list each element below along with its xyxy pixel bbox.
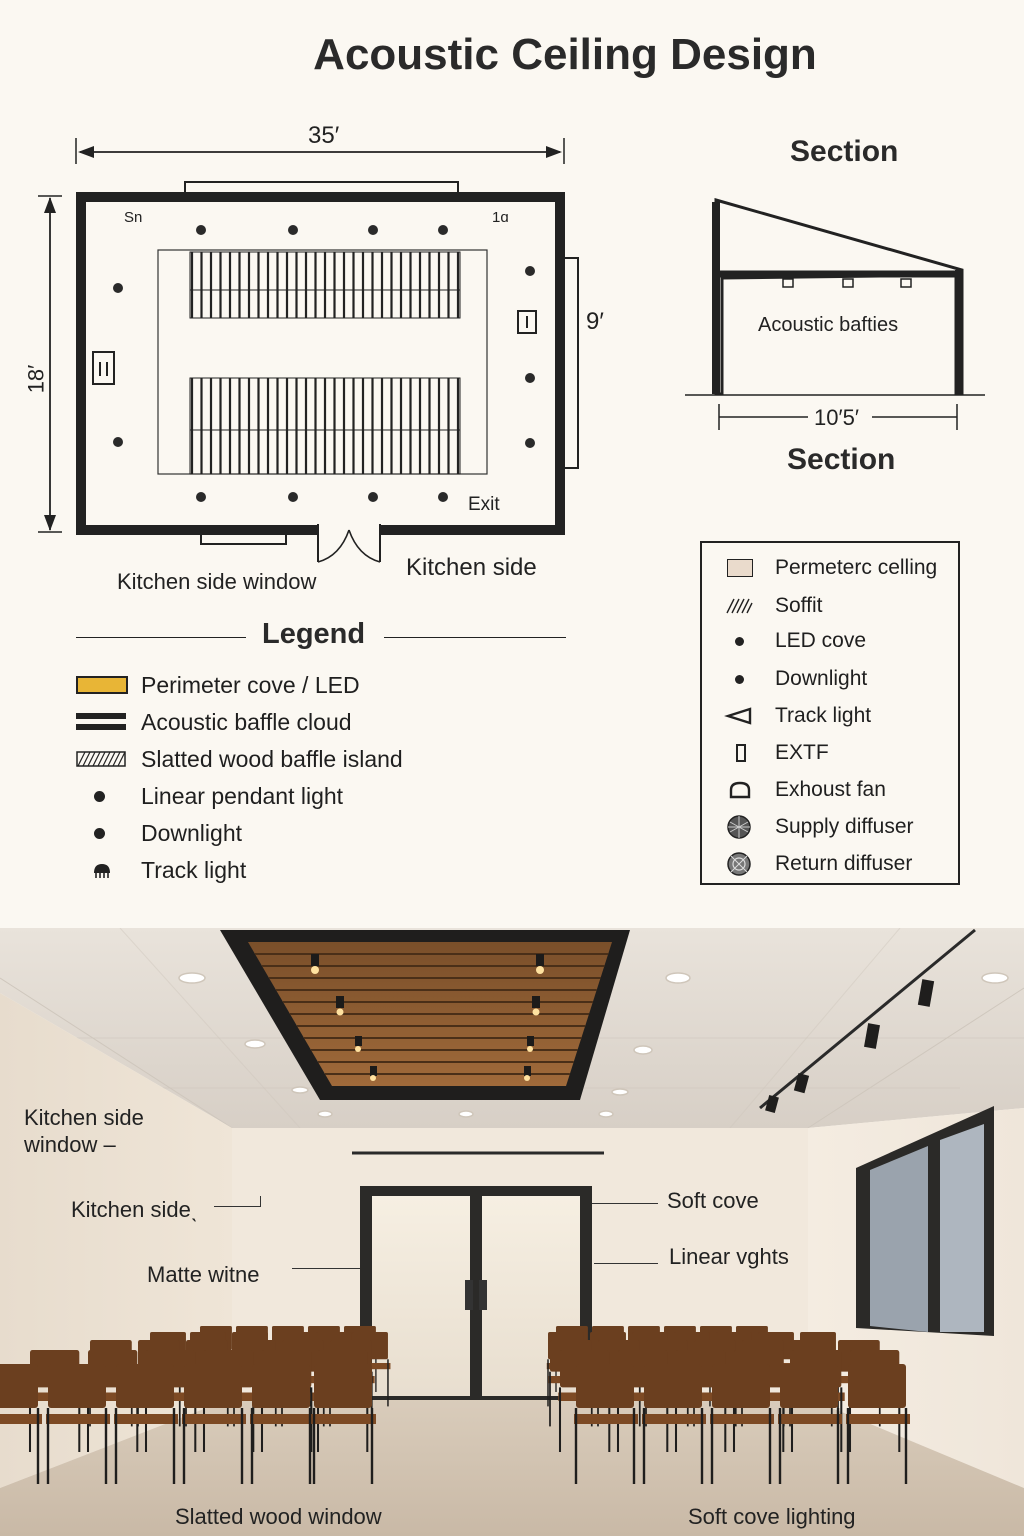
legend-item-label: Track light [141, 856, 247, 883]
beige-swatch-icon [727, 559, 753, 577]
legend-item-label: Acoustic baffle cloud [141, 708, 352, 735]
kitchen-side-label: Kitchen side [406, 554, 537, 581]
legend-box-item-label: Soffit [775, 594, 823, 617]
chair-back [184, 1364, 242, 1408]
legend-item-label: Slatted wood baffle island [141, 745, 403, 772]
chair-seat [182, 1414, 246, 1424]
section-title-bottom: Section [787, 443, 896, 476]
plan-corner-label-right: 1ɑ [492, 209, 509, 226]
chair-back [0, 1364, 38, 1408]
photo-label-slatted-wood-window: Slatted wood window [175, 1504, 382, 1529]
floor-plan [0, 0, 700, 610]
chair-back [116, 1364, 174, 1408]
chair-seat [642, 1414, 706, 1424]
legend-box-item [722, 591, 823, 621]
legend-box-item-label: LED cove [775, 629, 867, 652]
leader-line [214, 1206, 260, 1207]
plan-side-dimension: 9′ [586, 308, 604, 335]
plan-width-dimension: 35′ [308, 122, 340, 149]
legend-item-label: Downlight [141, 819, 242, 846]
legend-box-item-label: Exhoust fan [775, 778, 886, 801]
section-dimension: 10′5′ [814, 405, 859, 430]
photo-label-kitchen-side: Kitchen sideˎ [71, 1197, 199, 1222]
track-light-icon [722, 707, 758, 725]
legend-item [76, 781, 344, 811]
legend-box-item [722, 626, 867, 656]
legend-box-item [722, 775, 886, 805]
dot-icon [735, 675, 744, 684]
legend-box-item-label: EXTF [775, 741, 829, 764]
supply-diffuser-icon [722, 814, 758, 840]
legend-box-item-label: Supply diffuser [775, 815, 914, 838]
chair-seat [778, 1414, 842, 1424]
chair-back [48, 1364, 106, 1408]
legend-item [76, 707, 352, 737]
section-baffles-label: Acoustic bafties [758, 314, 899, 336]
legend-box-item [722, 849, 913, 879]
legend-rule-left [76, 637, 246, 638]
legend-box-item-label: Permeterc celling [775, 556, 938, 579]
legend-box-item-label: Return diffuser [775, 852, 913, 875]
legend-box-item [722, 738, 829, 768]
dot-icon [735, 637, 744, 646]
legend-box-item [722, 553, 938, 583]
chair-seat [846, 1414, 910, 1424]
chair-seat [250, 1414, 314, 1424]
dot-icon [94, 828, 105, 839]
chair-back [780, 1364, 838, 1408]
legend-box-item [722, 664, 868, 694]
track-light-icon [76, 861, 126, 879]
legend-rule-right [384, 637, 566, 638]
chair-back [576, 1364, 634, 1408]
photo-label-matte-witne: Matte witne [147, 1262, 260, 1287]
interior-render [0, 928, 1024, 1536]
chair-seat [114, 1414, 178, 1424]
return-diffuser-icon [722, 851, 758, 877]
photo-label-soft-cove-lighting: Soft cove lighting [688, 1504, 856, 1529]
chair-back [644, 1364, 702, 1408]
photo-label-soft-cove: Soft cove [667, 1188, 759, 1213]
chair-back [712, 1364, 770, 1408]
soffit-hatch-icon [722, 598, 758, 614]
kitchen-side-window-label: Kitchen side window [117, 569, 317, 594]
exit-label: Exit [468, 494, 500, 515]
cove-swatch-icon [76, 676, 128, 694]
chair-back [314, 1364, 372, 1408]
legend-box-item [722, 701, 872, 731]
section-title-top: Section [790, 135, 899, 168]
chair-seat [574, 1414, 638, 1424]
leader-line [592, 1203, 658, 1204]
chair-back [252, 1364, 310, 1408]
legend-item-label: Perimeter cove / LED [141, 671, 360, 698]
photo-label-linear-vghts: Linear vghts [669, 1244, 789, 1269]
photo-label-kitchen-side-window: Kitchen side window – [24, 1105, 144, 1157]
extf-icon [736, 744, 746, 762]
plan-height-dimension: 18′ [23, 364, 49, 394]
plan-corner-label-left: Sn [124, 209, 143, 226]
legend-item [76, 744, 403, 774]
legend-item-label: Linear pendant light [141, 782, 344, 809]
leader-line [594, 1263, 658, 1264]
hatch-swatch-icon [76, 751, 126, 767]
page-title: Acoustic Ceiling Design [313, 30, 817, 79]
exhaust-fan-icon [722, 780, 758, 800]
legend-box-item-label: Track light [775, 704, 872, 727]
legend-item [76, 670, 360, 700]
legend-box-item-label: Downlight [775, 667, 868, 690]
dot-icon [94, 791, 105, 802]
chair-back [848, 1364, 906, 1408]
leader-line [292, 1268, 360, 1269]
legend-heading: Legend [262, 618, 366, 650]
baffle-cloud-icon [76, 713, 126, 731]
chair-seat [710, 1414, 774, 1424]
legend-item [76, 818, 242, 848]
chair-seat [46, 1414, 110, 1424]
legend-box-item [722, 812, 914, 842]
legend-item [76, 855, 247, 885]
chair-seat [0, 1414, 42, 1424]
leader-line [260, 1196, 261, 1207]
chair-seat [312, 1414, 376, 1424]
